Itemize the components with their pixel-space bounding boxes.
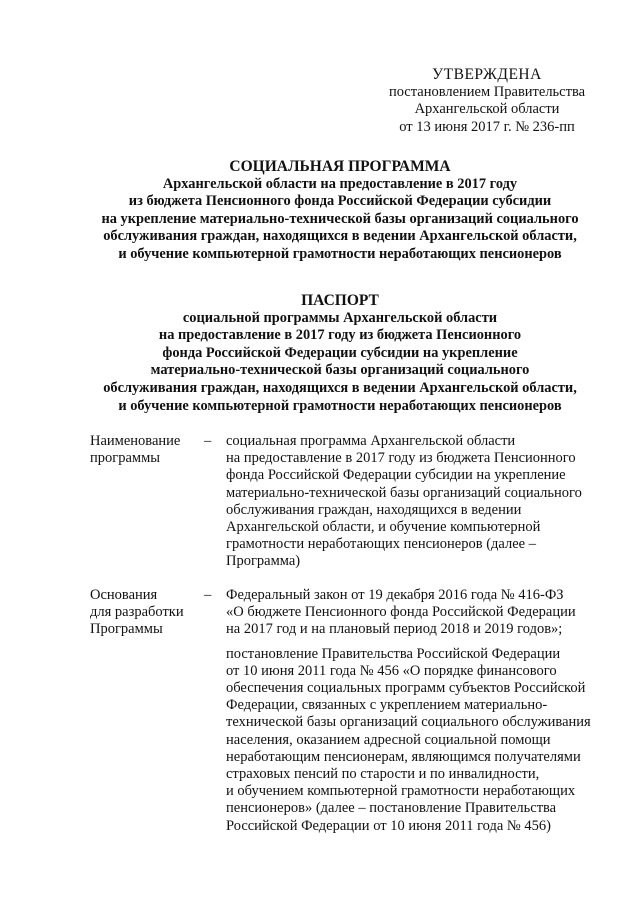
passport-title-line: на предоставление в 2017 году из бюджета Пенсионного bbox=[158, 327, 522, 344]
row-text-line: Программа) bbox=[226, 553, 301, 570]
approval-line: Архангельской области bbox=[414, 101, 560, 117]
row-content bbox=[226, 587, 626, 835]
row-paragraph bbox=[226, 433, 626, 571]
row-text-line: на 2017 год и на плановый период 2018 и 2019 годов»; bbox=[226, 621, 563, 638]
row-text-line: обслуживания граждан, находящихся в ведении bbox=[226, 501, 522, 518]
row-text-line: Российской Федерации от 10 июня 2011 года № 456) bbox=[226, 817, 551, 834]
program-title bbox=[60, 158, 620, 264]
row-text-line: материально-технической базы организаций социального bbox=[226, 484, 582, 501]
row-text-line: фонда Российской Федерации субсидии на укрепление bbox=[226, 467, 566, 484]
row-content bbox=[226, 433, 626, 571]
row-text-line: от 10 июня 2011 года № 456 «О порядке финансового bbox=[226, 662, 557, 679]
row-text-line: Федерации, связанных с укреплением материально- bbox=[226, 697, 548, 714]
row-paragraph bbox=[226, 587, 626, 639]
program-title-line: на укрепление материально-технической базы организаций социального bbox=[101, 210, 579, 227]
program-title-line: Архангельской области на предоставление в 2017 году bbox=[162, 175, 518, 192]
approval-line: от 13 июня 2017 г. № 236-пп bbox=[399, 118, 575, 135]
row-label bbox=[90, 433, 200, 467]
row-text-line: населения, оказанием адресной социальной помощи bbox=[226, 731, 551, 748]
passport-title bbox=[60, 292, 620, 415]
row-text-line: «О бюджете Пенсионного фонда Российской Федерации bbox=[226, 604, 576, 621]
row-text-line: социальная программа Архангельской области bbox=[226, 433, 516, 449]
approval-stamp bbox=[372, 66, 602, 136]
row-text-line: Федеральный закон от 19 декабря 2016 года № 416-ФЗ bbox=[226, 587, 564, 603]
passport-title-line: обслуживания граждан, находящихся в ведении Архангельской области, bbox=[103, 379, 577, 396]
row-label bbox=[90, 587, 200, 639]
row-text-line: страховых пенсий по старости и по инвалидности, bbox=[226, 766, 540, 783]
row-text-line: Архангельской области, и обучение компьютерной bbox=[226, 519, 541, 536]
approval-heading: УТВЕРЖДЕНА bbox=[432, 66, 542, 83]
program-title-heading: СОЦИАЛЬНАЯ ПРОГРАММА bbox=[229, 158, 451, 175]
row-text-line: и обучением компьютерной грамотности неработающих bbox=[226, 783, 576, 800]
passport-title-line: социальной программы Архангельской области bbox=[182, 309, 498, 326]
passport-title-heading: ПАСПОРТ bbox=[301, 292, 379, 309]
row-text-line: технической базы организаций социального обслуживания bbox=[226, 714, 591, 731]
row-text-line: на предоставление в 2017 году из бюджета Пенсионного bbox=[226, 450, 576, 467]
row-dash: – bbox=[204, 587, 212, 603]
passport-title-line: и обучение компьютерной грамотности неработающих пенсионеров bbox=[118, 397, 562, 414]
row-text-line: неработающим пенсионерам, являющимся получателями bbox=[226, 748, 581, 765]
row-text-line: постановление Правительства Российской Федерации bbox=[226, 645, 561, 662]
passport-title-line: фонда Российской Федерации субсидии на укрепление bbox=[162, 344, 518, 361]
row-label-line: Основания bbox=[90, 587, 158, 603]
program-title-line: обслуживания граждан, находящихся в ведении Архангельской области, bbox=[103, 228, 577, 245]
row-text-line: грамотности неработающих пенсионеров (далее – bbox=[226, 536, 536, 553]
row-paragraph bbox=[226, 646, 626, 835]
row-label-line: Наименование bbox=[90, 433, 181, 449]
row-text-line: пенсионеров» (далее – постановление Правительства bbox=[226, 800, 557, 817]
program-title-line: и обучение компьютерной грамотности неработающих пенсионеров bbox=[118, 245, 562, 262]
row-dash: – bbox=[204, 433, 212, 449]
row-label-line: Программы bbox=[90, 621, 163, 638]
row-label-line: программы bbox=[90, 450, 160, 467]
approval-line: постановлением Правительства bbox=[388, 83, 586, 100]
row-label-line: для разработки bbox=[90, 604, 184, 621]
passport-title-line: материально-технической базы организаций социального bbox=[150, 362, 530, 379]
program-title-line: из бюджета Пенсионного фонда Российской Федерации субсидии bbox=[128, 193, 552, 210]
row-text-line: обеспечения социальных программ субъектов Российской bbox=[226, 680, 586, 697]
